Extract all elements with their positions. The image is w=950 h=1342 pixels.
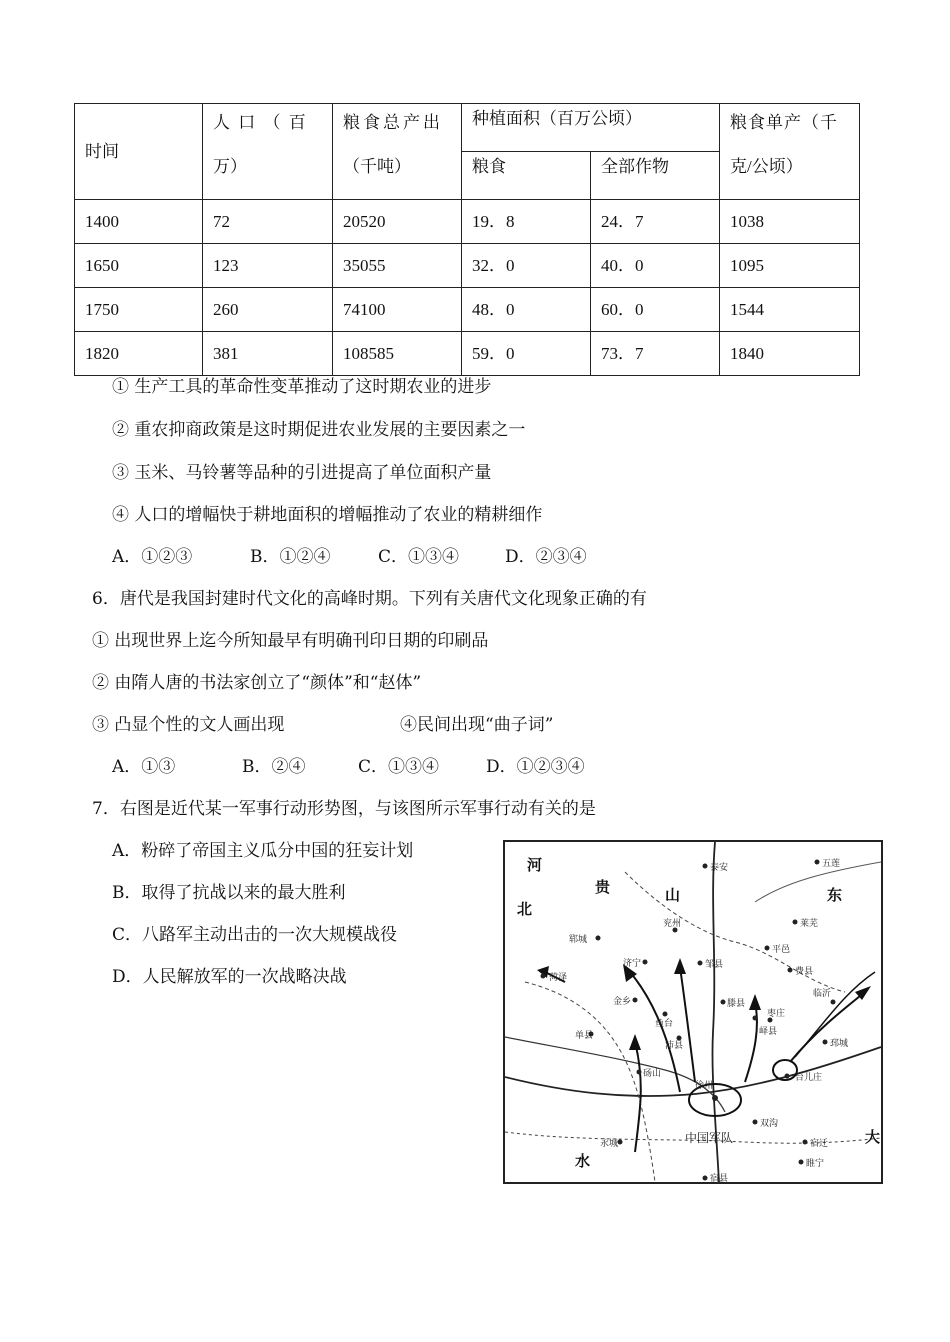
header-population: 人 口 （ 百 万） — [203, 104, 333, 200]
header-area-all: 全部作物 — [591, 152, 720, 200]
header-area: 种植面积（百万公顷） — [462, 104, 720, 152]
river-line — [505, 1037, 725, 1112]
q6-statement-1: ① 出现世界上迄今所知最早有明确刊印日期的印刷品 — [92, 631, 489, 651]
q6-statement-2: ② 由隋人唐的书法家创立了“颜体”和“赵体” — [92, 673, 422, 693]
q6-option-d: D．①②③④ — [486, 757, 585, 777]
q5-option-a: A．①②③ — [112, 547, 193, 567]
map-region-label: 水 — [575, 1152, 591, 1170]
q5-statement-3: ③ 玉米、马铃薯等品种的引进提高了单位面积产量 — [112, 463, 492, 483]
map-region-label: 大 — [865, 1128, 881, 1146]
map-place-label: 睢宁 — [806, 1159, 825, 1169]
table-cell: 1820 — [75, 332, 203, 376]
map-place-label: 台儿庄 — [795, 1073, 823, 1083]
q5-option-d: D．②③④ — [505, 547, 587, 567]
q5-statement-2: ② 重农抑商政策是这时期促进农业发展的主要因素之一 — [112, 420, 526, 440]
map-place-label: 宿迁 — [810, 1139, 829, 1149]
map-place-label: 五莲 — [822, 859, 841, 869]
table-cell: 1544 — [720, 288, 860, 332]
map-place-label: 临沂 — [813, 989, 832, 999]
table-cell: 1095 — [720, 244, 860, 288]
map-place-label: 平邑 — [772, 945, 791, 955]
q6-stem: 6．唐代是我国封建时代文化的高峰时期。下列有关唐代文化现象正确的有 — [92, 589, 647, 609]
map-place-label: 泰安 — [710, 863, 729, 873]
map-place-label: 宿县 — [710, 1174, 729, 1182]
header-time: 时间 — [75, 104, 203, 200]
attack-arrow — [635, 1042, 641, 1152]
q5-option-b: B．①②④ — [250, 547, 331, 567]
q6-option-b: B．②④ — [242, 757, 306, 777]
table-cell: 1400 — [75, 200, 203, 244]
table-cell: 35055 — [333, 244, 462, 288]
map-region-label: 贵 — [595, 878, 611, 896]
map-region-label: 河 — [527, 856, 543, 874]
battle-map — [503, 840, 883, 1184]
q5-statement-1: ① 生产工具的革命性变革推动了这时期农业的进步 — [112, 377, 492, 397]
map-place-label: 永城 — [600, 1139, 619, 1149]
q6-option-a: A．①③ — [112, 757, 176, 777]
table-cell: 32．0 — [462, 244, 591, 288]
table-cell: 260 — [203, 288, 333, 332]
table-cell: 24．7 — [591, 200, 720, 244]
map-region-label: 东 — [827, 886, 843, 904]
table-cell: 1750 — [75, 288, 203, 332]
table-row — [75, 200, 860, 244]
q5-statement-4: ④ 人口的增幅快于耕地面积的增幅推动了农业的精耕细作 — [112, 505, 543, 525]
attack-arrow — [745, 1002, 757, 1082]
q6-option-c: C．①③④ — [358, 757, 440, 777]
map-place-label: 砀山 — [643, 1069, 662, 1079]
q7-option-c: C．八路军主动出击的一次大规模战役 — [112, 925, 398, 945]
map-place-label: 菏泽 — [549, 973, 568, 983]
map-place-label: 邹县 — [705, 960, 724, 970]
table-cell: 381 — [203, 332, 333, 376]
table-cell: 59．0 — [462, 332, 591, 376]
table-row — [75, 288, 860, 332]
map-place-label: 鱼台 — [655, 1019, 674, 1029]
q7-option-b: B．取得了抗战以来的最大胜利 — [112, 883, 346, 903]
q7-option-d: D．人民解放军的一次战略决战 — [112, 967, 347, 987]
table-cell: 123 — [203, 244, 333, 288]
data-table — [74, 103, 860, 376]
q6-statement-3: ③ 凸显个性的文人画出现 — [92, 715, 285, 735]
header-grain-total: 粮食总产出 （千吨） — [333, 104, 462, 200]
map-place-label: 邳城 — [830, 1039, 849, 1049]
table-cell: 48．0 — [462, 288, 591, 332]
table-cell: 72 — [203, 200, 333, 244]
table-cell: 60．0 — [591, 288, 720, 332]
arrow-head — [674, 958, 686, 974]
map-place-label: 莱芜 — [800, 919, 819, 929]
battle-map-drawing — [505, 842, 881, 1182]
map-region-label: 北 — [517, 900, 533, 918]
map-place-label: 费县 — [795, 967, 814, 977]
q7-option-a: A．粉碎了帝国主义瓜分中国的狂妄计划 — [112, 841, 414, 861]
header-area-grain: 粮食 — [462, 152, 591, 200]
table-cell: 1840 — [720, 332, 860, 376]
map-place-label: 兖州 — [663, 919, 682, 929]
map-place-label: 枣庄 — [767, 1009, 786, 1019]
map-caption: 中国军队 — [685, 1131, 734, 1145]
attack-arrow — [680, 967, 695, 1082]
river-line — [755, 862, 881, 902]
q6-statement-4: ④民间出现“曲子词” — [400, 715, 554, 735]
table-row — [75, 332, 860, 376]
map-place-label: 双沟 — [760, 1119, 779, 1129]
map-place-label: 峄县 — [759, 1027, 778, 1037]
map-place-label: 徐州 — [695, 1081, 714, 1091]
arrow-head — [749, 994, 761, 1010]
map-region-label: 山 — [665, 886, 681, 904]
table-cell: 108585 — [333, 332, 462, 376]
table-cell: 73．7 — [591, 332, 720, 376]
attack-arrow — [790, 992, 865, 1062]
table-cell: 40．0 — [591, 244, 720, 288]
map-place-label: 济宁 — [623, 959, 642, 969]
arrow-head — [629, 1034, 641, 1050]
table-cell: 1038 — [720, 200, 860, 244]
q7-stem: 7．右图是近代某一军事行动形势图，与该图所示军事行动有关的是 — [92, 799, 596, 819]
q5-option-c: C．①③④ — [378, 547, 460, 567]
map-place-label: 单县 — [575, 1031, 594, 1041]
table-cell: 74100 — [333, 288, 462, 332]
map-place-label: 郓城 — [569, 935, 588, 945]
table-cell: 20520 — [333, 200, 462, 244]
table-cell: 1650 — [75, 244, 203, 288]
map-place-label: 沛县 — [665, 1041, 684, 1051]
header-yield: 粮食单产（千 克/公顷） — [720, 104, 860, 200]
map-place-label: 滕县 — [727, 999, 746, 1009]
map-place-label: 金乡 — [613, 997, 632, 1007]
table-row — [75, 244, 860, 288]
table-cell: 19．8 — [462, 200, 591, 244]
